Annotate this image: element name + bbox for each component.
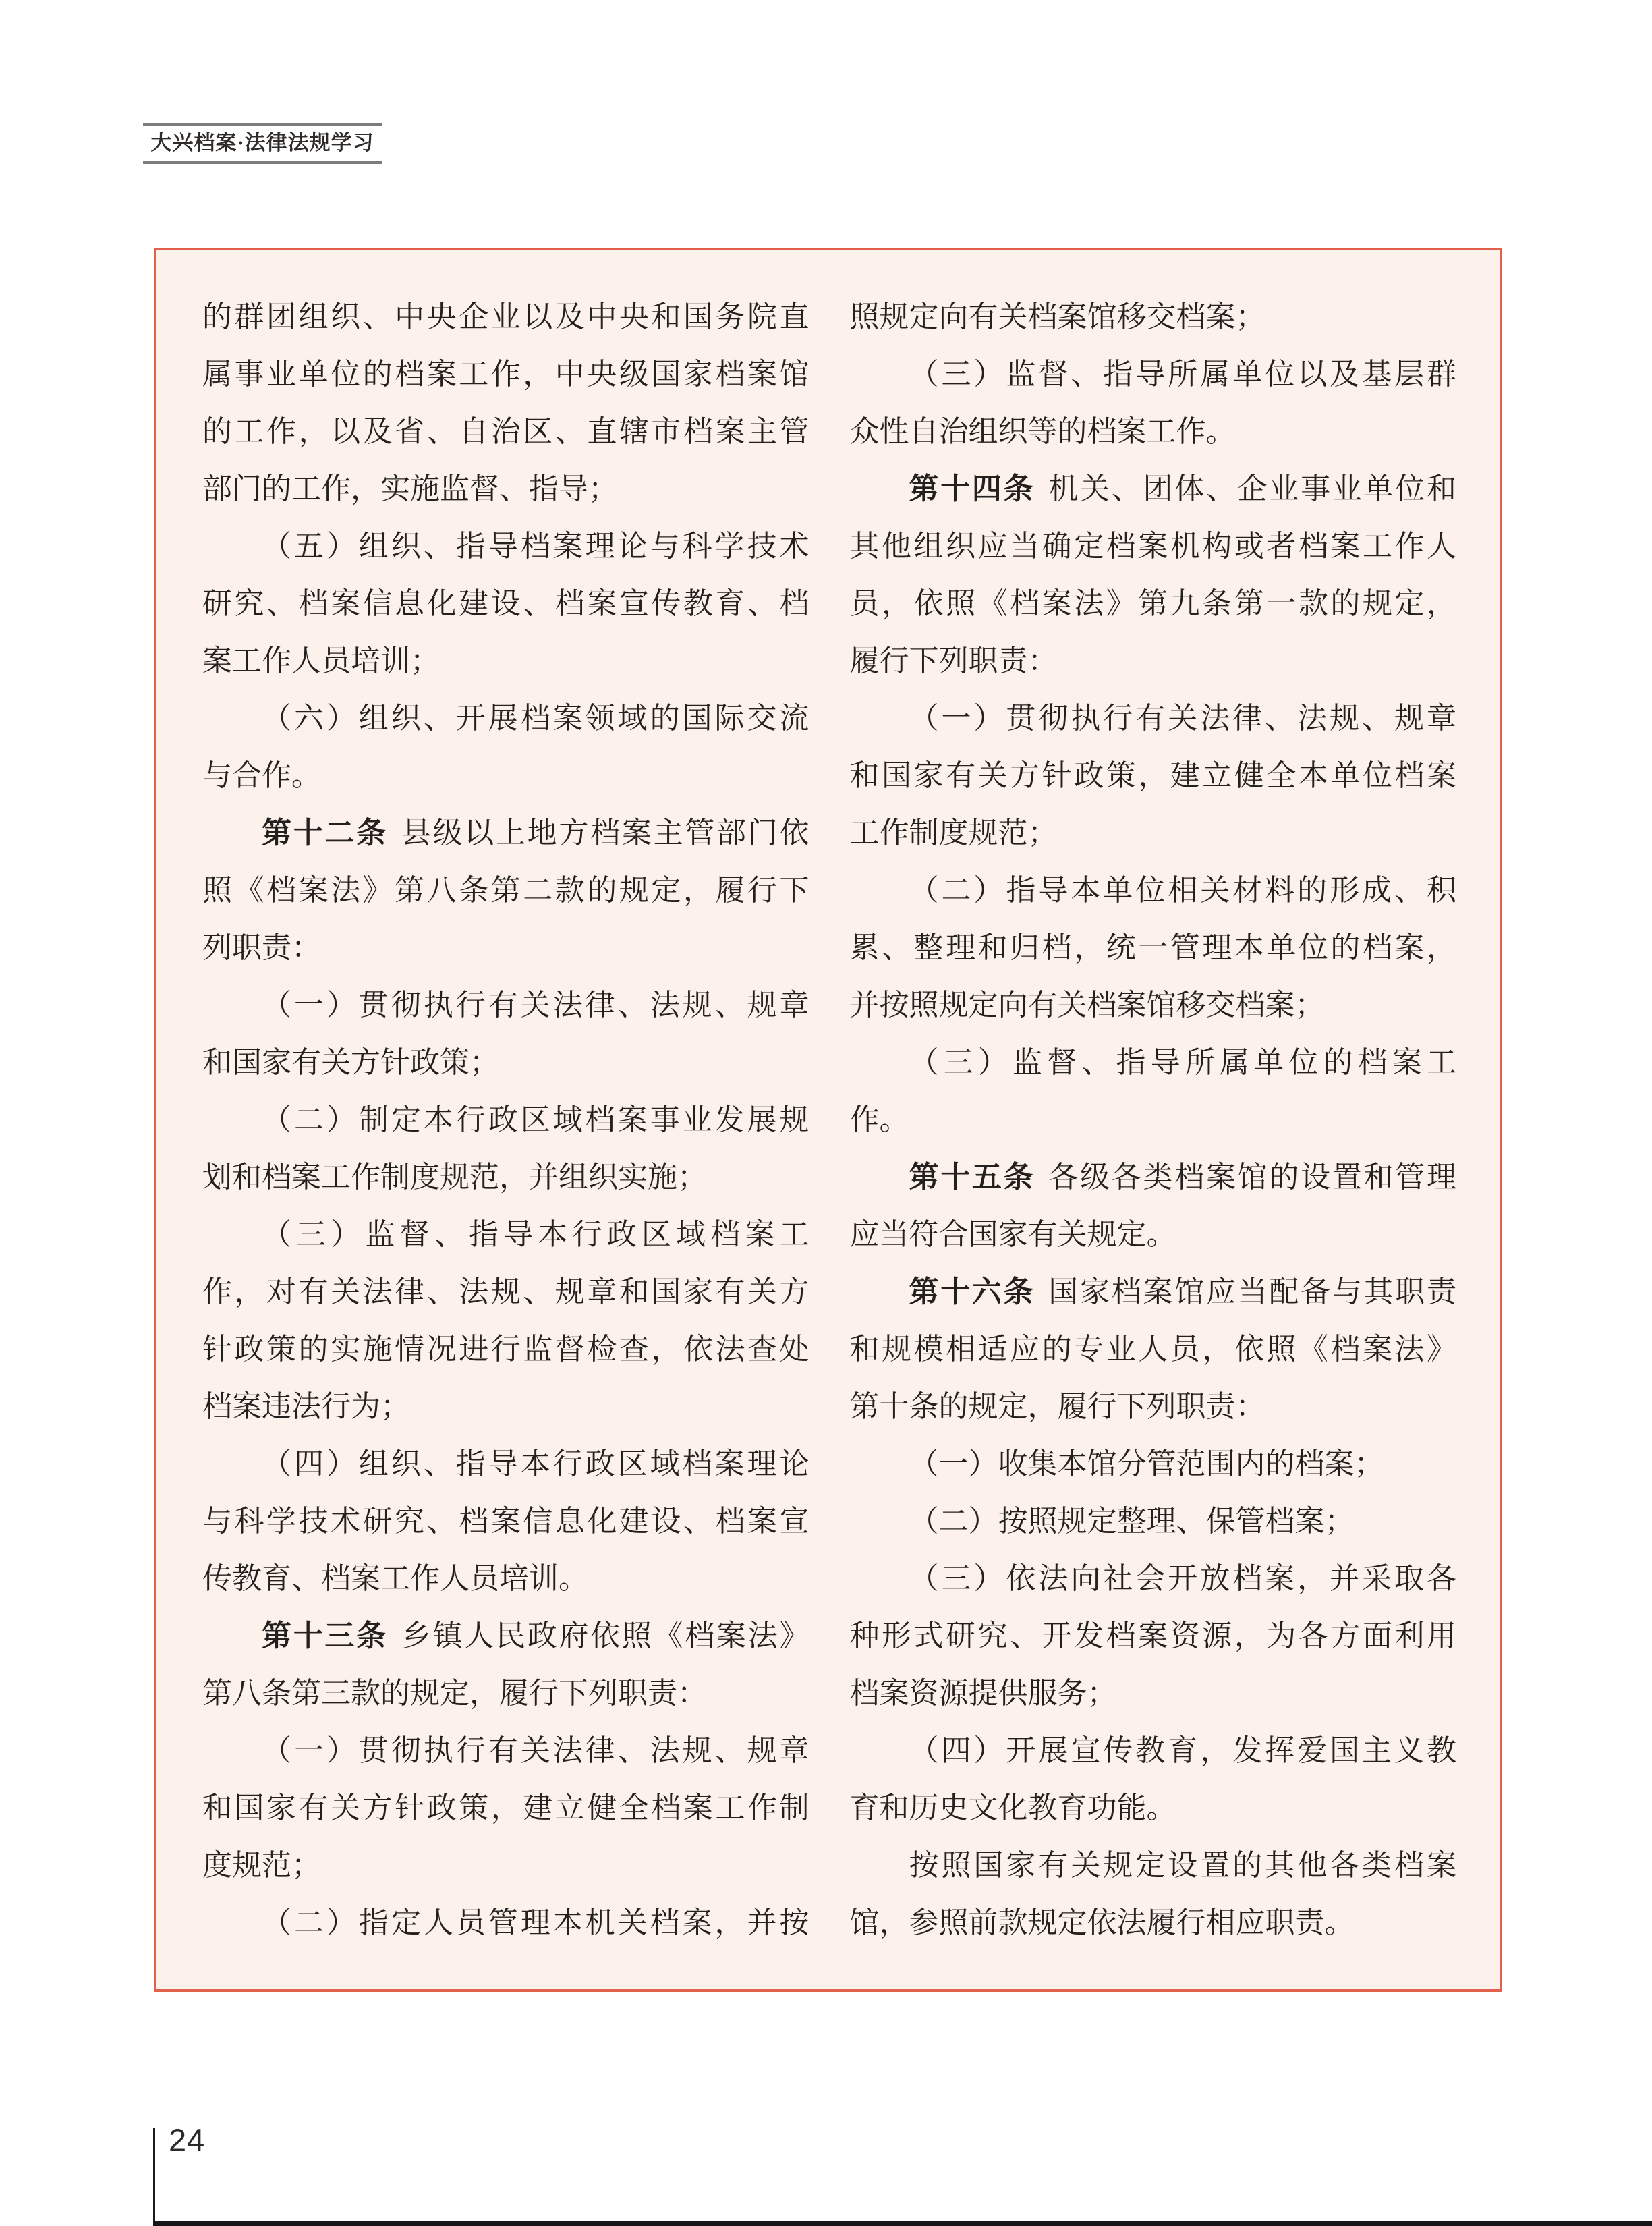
page-number: 24 <box>169 2122 206 2158</box>
text-line: （一）贯彻执行有关法律、法规、规章 <box>262 1734 809 1767</box>
text-line: 照《档案法》第八条第二款的规定，履行下 <box>202 874 809 907</box>
left-column <box>202 288 809 1951</box>
article-number: 第十六条 <box>909 1275 1035 1308</box>
text-line: 种形式研究、开发档案资源，为各方面利用 <box>849 1619 1456 1652</box>
text-line: （一）收集本馆分管范围内的档案； <box>909 1447 1384 1480</box>
article-number: 第十五条 <box>909 1161 1035 1194</box>
text-line: 第十四条 机关、团体、企业事业单位和 <box>909 472 1456 505</box>
text-line: 作。 <box>849 1103 909 1136</box>
right-column <box>850 288 1457 1951</box>
text-line: （六）组织、开展档案领域的国际交流 <box>262 702 809 735</box>
text-line: 度规范； <box>202 1849 321 1882</box>
text-line: 第十五条 各级各类档案馆的设置和管理 <box>909 1161 1456 1194</box>
page-title: 大兴档案·法律法规学习 <box>150 131 374 155</box>
text-line: （四）组织、指导本行政区域档案理论 <box>262 1447 809 1480</box>
text-line: （三）依法向社会开放档案，并采取各 <box>909 1562 1456 1595</box>
text-line: （二）指导本单位相关材料的形成、积 <box>909 874 1456 907</box>
text-line: 的群团组织、中央企业以及中央和国务院直 <box>202 300 809 333</box>
folio-divider-rule <box>153 2128 155 2226</box>
text-line: 针政策的实施情况进行监督检查，依法查处 <box>202 1333 809 1366</box>
text-line: 划和档案工作制度规范，并组织实施； <box>202 1161 707 1194</box>
text-line: 和国家有关方针政策，建立健全本单位档案 <box>849 759 1456 792</box>
text-line: 作，对有关法律、法规、规章和国家有关方 <box>202 1275 809 1308</box>
text-line: 和国家有关方针政策，建立健全档案工作制 <box>202 1791 809 1825</box>
text-line: 第十三条 乡镇人民政府依照《档案法》 <box>262 1619 809 1652</box>
text-line: （三）监督、指导本行政区域档案工 <box>262 1218 809 1251</box>
text-line: 其他组织应当确定档案机构或者档案工作人 <box>849 530 1456 563</box>
article-number: 第十二条 <box>262 816 388 850</box>
bottom-edge-bar <box>153 2221 1652 2226</box>
text-line: 案工作人员培训； <box>202 644 440 677</box>
text-line: 与合作。 <box>202 759 321 792</box>
text-line: 与科学技术研究、档案信息化建设、档案宣 <box>202 1505 809 1538</box>
text-line: 工作制度规范； <box>849 816 1058 850</box>
text-line: 属事业单位的档案工作，中央级国家档案馆 <box>202 358 809 391</box>
text-line: （二）制定本行政区域档案事业发展规 <box>262 1103 809 1136</box>
text-line: （二）指定人员管理本机关档案，并按 <box>262 1906 809 1939</box>
text-line: 部门的工作，实施监督、指导； <box>202 472 618 505</box>
text-line: 并按照规定向有关档案馆移交档案； <box>849 989 1325 1022</box>
text-line: 列职责： <box>202 931 321 964</box>
text-line: （一）贯彻执行有关法律、法规、规章 <box>909 702 1456 735</box>
text-line: 第八条第三款的规定，履行下列职责： <box>202 1677 707 1710</box>
text-line: 众性自治组织等的档案工作。 <box>849 415 1236 448</box>
text-line: （四）开展宣传教育，发挥爱国主义教 <box>909 1734 1456 1767</box>
text-line: 第十条的规定，履行下列职责： <box>849 1390 1265 1423</box>
text-line: 第十二条 县级以上地方档案主管部门依 <box>262 816 809 850</box>
text-line: 员，依照《档案法》第九条第一款的规定， <box>849 587 1456 620</box>
text-line: 的工作，以及省、自治区、直辖市档案主管 <box>202 415 809 448</box>
text-line: 第十六条 国家档案馆应当配备与其职责 <box>909 1275 1456 1308</box>
text-line: 档案资源提供服务； <box>849 1677 1117 1710</box>
article-number: 第十四条 <box>909 472 1035 505</box>
text-line: （二）按照规定整理、保管档案； <box>909 1505 1355 1538</box>
text-line: 照规定向有关档案馆移交档案； <box>849 300 1265 333</box>
text-line: 和国家有关方针政策； <box>202 1046 499 1079</box>
text-line: （三）监督、指导所属单位以及基层群 <box>909 358 1456 391</box>
text-line: （五）组织、指导档案理论与科学技术 <box>262 530 809 563</box>
text-line: 馆，参照前款规定依法履行相应职责。 <box>849 1906 1355 1939</box>
text-line: 育和历史文化教育功能。 <box>849 1791 1176 1825</box>
text-line: 传教育、档案工作人员培训。 <box>202 1562 588 1595</box>
article-number: 第十三条 <box>262 1619 388 1652</box>
text-line: （三）监督、指导所属单位的档案工 <box>909 1046 1456 1079</box>
text-line: 档案违法行为； <box>202 1390 410 1423</box>
text-line: 履行下列职责： <box>849 644 1058 677</box>
text-line: 累、整理和归档，统一管理本单位的档案， <box>849 931 1456 964</box>
text-line: （一）贯彻执行有关法律、法规、规章 <box>262 989 809 1022</box>
text-line: 应当符合国家有关规定。 <box>849 1218 1176 1251</box>
text-line: 按照国家有关规定设置的其他各类档案 <box>909 1849 1456 1882</box>
running-head <box>143 123 382 164</box>
content-box <box>154 248 1502 1992</box>
text-line: 研究、档案信息化建设、档案宣传教育、档 <box>202 587 809 620</box>
text-line: 和规模相适应的专业人员，依照《档案法》 <box>849 1333 1456 1366</box>
